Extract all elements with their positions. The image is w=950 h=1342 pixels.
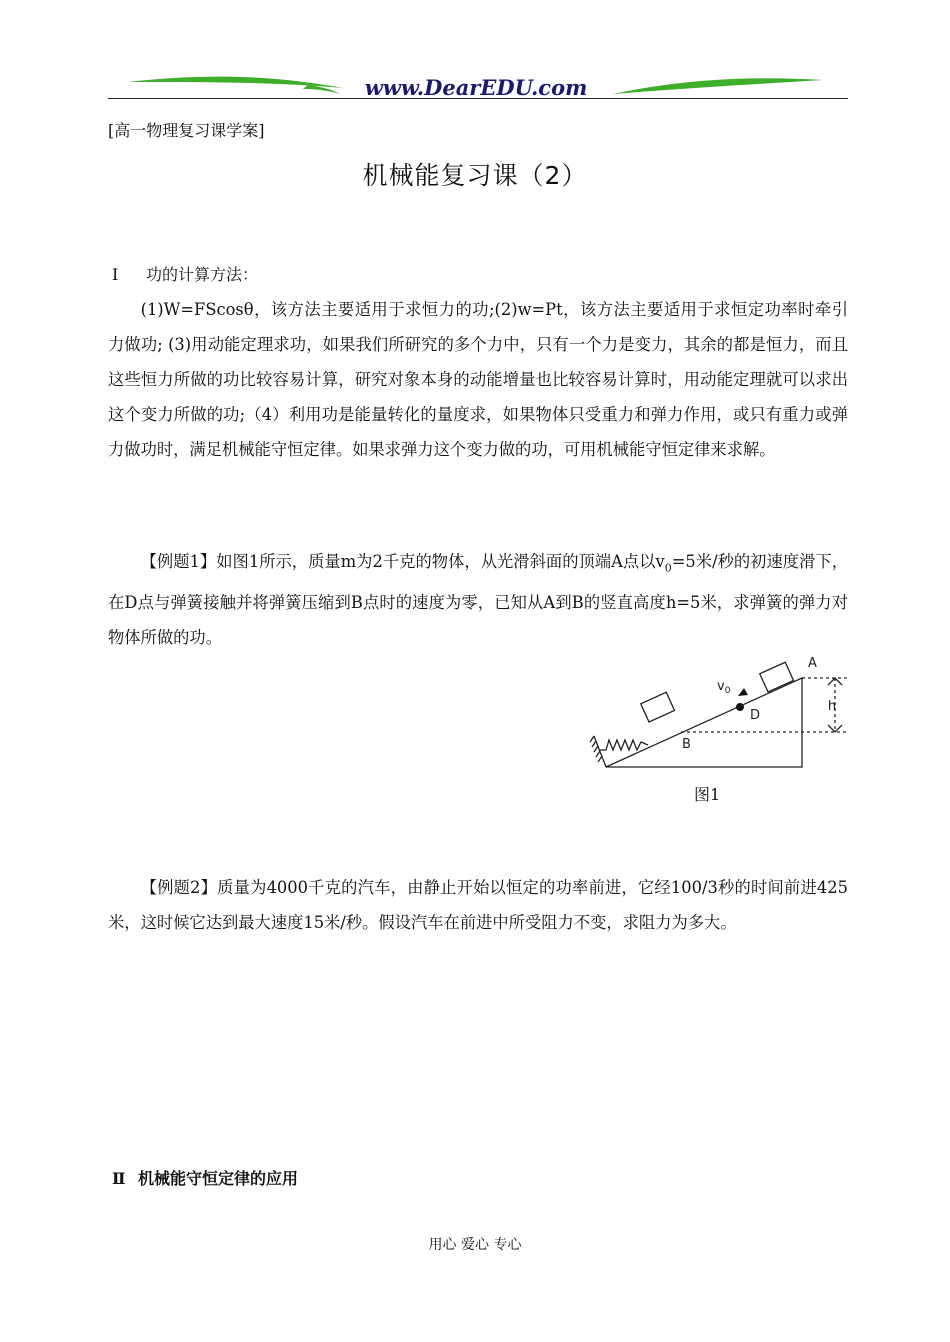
label-B: B: [682, 737, 691, 752]
example-1-text-a: 如图1所示，质量m为2千克的物体，从光滑斜面的顶端A点以v: [216, 552, 665, 571]
velocity-arrow: [738, 688, 748, 696]
point-D-dot: [736, 703, 744, 711]
label-v0: [717, 679, 731, 696]
example-2-label: 【例题2】: [140, 878, 218, 897]
section-2-heading: [112, 1166, 298, 1189]
incline-triangle: [606, 678, 802, 767]
footer-motto: 用心 爱心 专心: [428, 1237, 522, 1253]
label-A: A: [808, 656, 817, 671]
figure-1-caption: 图1: [694, 785, 721, 804]
label-h: h: [827, 699, 837, 714]
label-v-sub: 0: [724, 686, 731, 696]
site-header-banner: [108, 70, 848, 100]
example-1-subscript: 0: [664, 561, 672, 575]
section-1-numeral: Ⅰ: [112, 265, 119, 284]
course-tag: [高一物理复习课学案]: [108, 121, 265, 140]
page-title: 机械能复习课（2）: [362, 161, 588, 190]
figure-1-incline-diagram: [586, 650, 852, 772]
header-rule: [108, 98, 848, 99]
example-1-paragraph: [108, 544, 848, 655]
label-v: v: [717, 679, 725, 694]
section-2-title: 机械能守恒定律的应用: [138, 1169, 299, 1188]
label-D: D: [750, 708, 761, 723]
section-1-title: 功的计算方法：: [146, 265, 259, 284]
work-methods-paragraph: (1)W=FScosθ，该方法主要适用于求恒力的功;(2)w=Pt，该方法主要适用于求恒定功率时牵引力做功; (3)用动能定理求功，如果我们所研究的多个力中，只有一个力是变力，其余的都是恒力，而且这些恒力所做的功比较容易计算，研究对象本身的动能增量也比较容易计算时，用动能定理就可以求出这个变力所做的功;（4）利用功是能量转化的量度求，如果物体只受重力和弹力作用，或只有重力或弹力做功时，满足机械能守恒定律。如果求弹力这个变力做的功，可用机械能守恒定律来求解。: [108, 300, 848, 459]
site-logo-text: www.DearEDU.com: [364, 75, 588, 100]
right-swoosh: [613, 78, 823, 94]
block-at-B: [641, 692, 675, 722]
example-1-label: 【例题1】: [140, 552, 217, 571]
spring-coil: [600, 740, 648, 750]
example-2-paragraph: [108, 870, 848, 940]
left-swoosh-tail: [303, 85, 340, 94]
section-1-heading: [112, 262, 258, 285]
section-2-numeral: Ⅱ: [112, 1169, 126, 1188]
example-2-text: 质量为4000千克的汽车，由静止开始以恒定的功率前进，它经100/3秒的时间前进425米，这时候它达到最大速度15米/秒。假设汽车在前进中所受阻力不变，求阻力为多大。: [108, 878, 849, 932]
example-1-text-b: =5米/秒的初速度滑下，在D点与弹簧接触并将弹簧压缩到B点时的速度为零，已知从A到B的竖直高度h=5米，求弹簧的弹力对物体所做的功。: [108, 552, 848, 648]
